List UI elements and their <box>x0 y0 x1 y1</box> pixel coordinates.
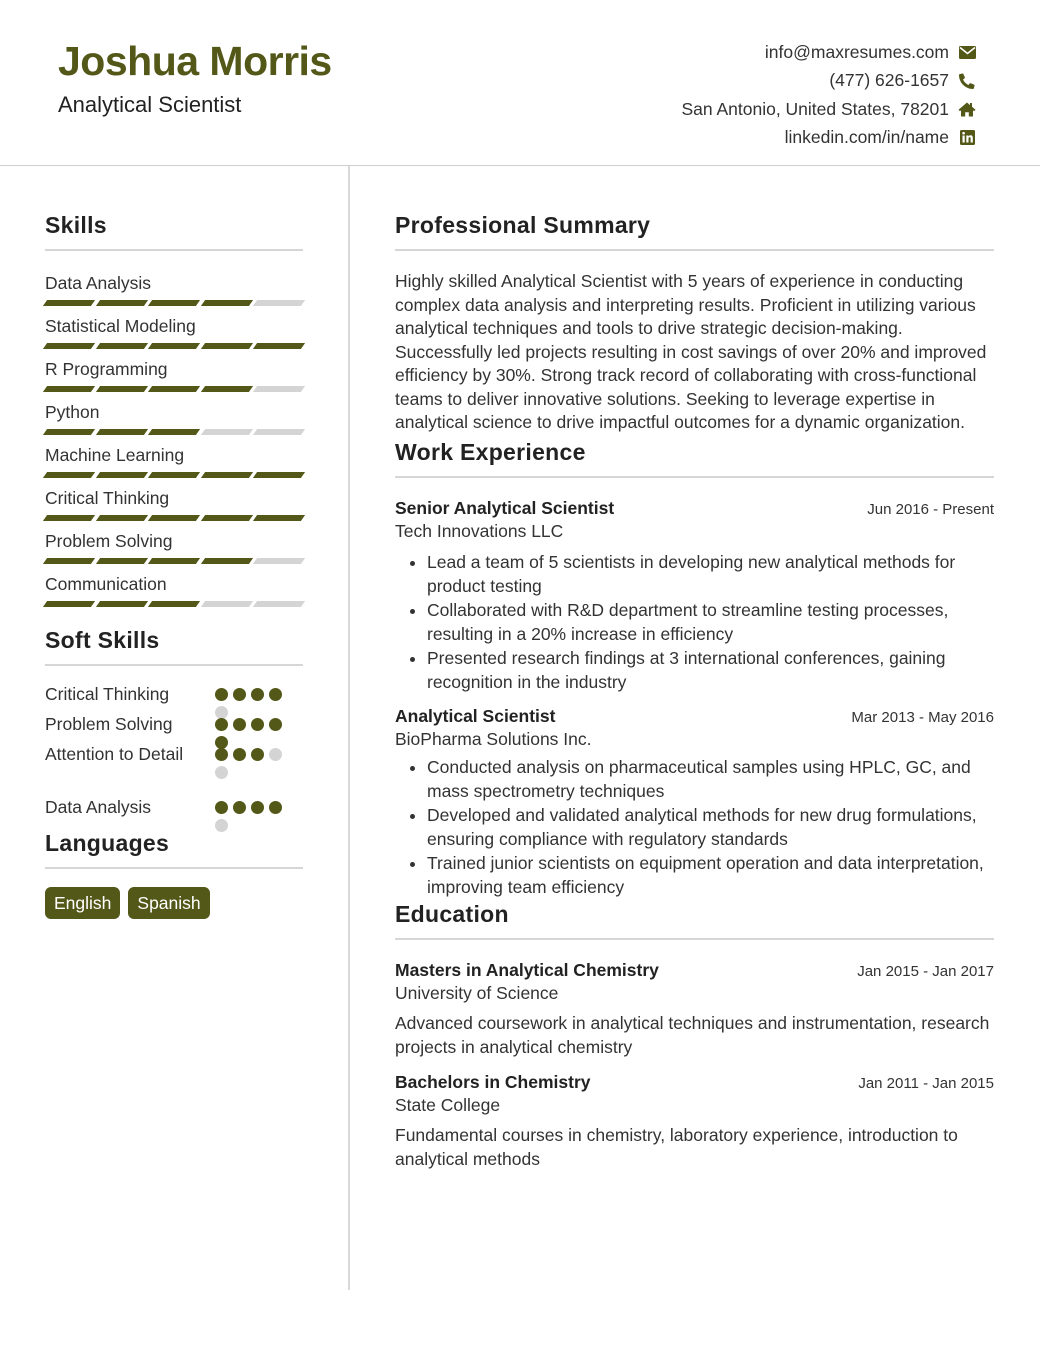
skill-level-segment <box>200 343 252 349</box>
skill-level-segment <box>200 300 252 306</box>
skill-level-segment <box>148 515 200 521</box>
rating-dot <box>269 718 282 731</box>
rating-dot <box>269 748 282 761</box>
skill-level-segment <box>43 601 95 607</box>
rating-dot <box>215 819 228 832</box>
skill-name: R Programming <box>45 359 168 379</box>
job-bullet: • Collaborated with R&D department to streamline testing processes, resulting in a 20% increase in efficiency <box>427 598 994 646</box>
skill-level-segment <box>43 300 95 306</box>
soft-skill-name: Data Analysis <box>45 797 152 817</box>
rating-dot <box>269 688 282 701</box>
skill-level-segment <box>43 343 95 349</box>
skill-name: Problem Solving <box>45 531 173 551</box>
contact-list <box>681 38 976 152</box>
skill-level-segment <box>95 386 147 392</box>
skill-level-segment <box>95 429 147 435</box>
skill-name: Data Analysis <box>45 273 152 293</box>
summary-heading: Professional Summary <box>395 212 651 238</box>
summary-text: Highly skilled Analytical Scientist with 5 years of experience in conducting complex data analysis and interpreting results. Proficient in utilizing various analytical techniques and tools to drive strategic decision-making. Successfully led projects resulting in cost savings of over 20% and improved efficiency by 30%. Strong track record of collaborating with cross-functional teams to deliver innovative solutions. Seeking to leverage expertise in analytical science to drive impactful outcomes for a dynamic organization. <box>395 271 987 432</box>
contact-linkedin[interactable] <box>681 124 976 153</box>
skill-level-segment <box>200 515 252 521</box>
skill-level-bar <box>45 343 303 349</box>
language-tag: English <box>45 887 120 919</box>
experience-section <box>395 439 994 899</box>
job-dates: Jun 2016 - Present <box>867 500 994 518</box>
education-entry <box>395 1072 994 1171</box>
skill-item <box>45 400 303 443</box>
skill-level-segment <box>200 558 252 564</box>
left-column <box>45 166 303 919</box>
job-company: Tech Innovations LLC <box>395 520 564 541</box>
languages-list <box>45 887 303 919</box>
education-heading: Education <box>395 900 509 927</box>
skills-rule <box>45 249 303 251</box>
education-section <box>395 901 994 1171</box>
contact-linkedin-text[interactable]: linkedin.com/in/name <box>784 127 949 148</box>
skill-level-bar <box>45 601 303 607</box>
skill-level-segment <box>253 558 305 564</box>
contact-email-text[interactable]: info@maxresumes.com <box>764 41 949 62</box>
languages-section <box>45 830 303 919</box>
job-bullets <box>395 550 994 694</box>
education-dates: Jan 2011 - Jan 2015 <box>858 1074 994 1092</box>
skill-level-segment <box>95 558 147 564</box>
job-title: Senior Analytical Scientist <box>395 497 615 518</box>
rating-dot <box>269 801 282 814</box>
skill-level-segment <box>253 601 305 607</box>
skill-level-segment <box>95 515 147 521</box>
rating-dot <box>233 688 246 701</box>
skill-item <box>45 271 303 314</box>
skill-level-segment <box>253 472 305 478</box>
degree-title: Masters in Analytical Chemistry <box>395 959 659 980</box>
job-bullet: • Presented research findings at 3 international conferences, gaining recognition in the industry <box>427 646 994 694</box>
skill-item <box>45 486 303 529</box>
linkedin-icon <box>958 129 976 147</box>
job-title: Analytical Scientist <box>395 705 556 726</box>
skill-level-segment <box>43 472 95 478</box>
rating-dot <box>251 748 264 761</box>
skill-item <box>45 443 303 486</box>
job-company: BioPharma Solutions Inc. <box>395 728 592 749</box>
phone-icon <box>958 72 976 90</box>
skill-level-segment <box>148 300 200 306</box>
experience-rule <box>395 476 994 478</box>
skills-list <box>45 271 303 615</box>
resume-header <box>0 0 1040 166</box>
skill-level-segment <box>200 386 252 392</box>
contact-address <box>681 95 976 124</box>
skill-level-bar <box>45 472 303 478</box>
rating-dot <box>233 801 246 814</box>
skill-level-segment <box>43 515 95 521</box>
soft-skill-name: Critical Thinking <box>45 684 170 704</box>
skill-level-segment <box>95 343 147 349</box>
school-name: University of Science <box>395 982 559 1003</box>
skill-level-segment <box>200 601 252 607</box>
column-divider <box>348 166 350 1290</box>
contact-phone[interactable] <box>681 67 976 96</box>
soft-skill-item <box>45 683 303 713</box>
soft-skill-rating <box>215 801 295 832</box>
rating-dot <box>215 688 228 701</box>
skill-level-bar <box>45 515 303 521</box>
skill-item <box>45 572 303 615</box>
rating-dot <box>215 766 228 779</box>
skill-level-segment <box>148 601 200 607</box>
skill-level-segment <box>43 558 95 564</box>
summary-rule <box>395 249 994 251</box>
skills-heading: Skills <box>45 212 107 238</box>
job-dates: Mar 2013 - May 2016 <box>851 708 994 726</box>
skill-item <box>45 357 303 400</box>
rating-dot <box>251 801 264 814</box>
rating-dot <box>215 801 228 814</box>
skill-level-segment <box>95 601 147 607</box>
rating-dot <box>251 718 264 731</box>
job-bullet: • Developed and validated analytical methods for new drug formulations, ensuring compliance with regulatory standards <box>427 803 994 851</box>
skill-level-segment <box>148 343 200 349</box>
soft-skill-name: Problem Solving <box>45 714 173 734</box>
skill-name: Python <box>45 402 100 422</box>
skill-level-segment <box>43 386 95 392</box>
rating-dot <box>251 688 264 701</box>
skill-level-segment <box>253 515 305 521</box>
languages-heading: Languages <box>45 830 170 856</box>
skill-level-segment <box>95 300 147 306</box>
education-rule <box>395 938 994 940</box>
skills-section <box>45 212 303 615</box>
skill-level-segment <box>148 558 200 564</box>
soft-skill-item <box>45 743 303 796</box>
skill-level-segment <box>148 429 200 435</box>
skill-level-segment <box>253 343 305 349</box>
rating-dot <box>233 718 246 731</box>
skill-level-segment <box>95 472 147 478</box>
skill-item <box>45 314 303 357</box>
home-icon <box>958 100 976 118</box>
candidate-title: Analytical Scientist <box>58 92 242 117</box>
job-bullet: • Lead a team of 5 scientists in developing new analytical methods for product testing <box>427 550 994 598</box>
school-name: State College <box>395 1094 501 1115</box>
contact-email[interactable] <box>681 38 976 67</box>
experience-heading: Work Experience <box>395 438 586 465</box>
soft-skill-item <box>45 796 303 826</box>
soft-skills-section <box>45 627 303 826</box>
skill-level-bar <box>45 386 303 392</box>
skill-name: Critical Thinking <box>45 488 170 508</box>
soft-skill-item <box>45 713 303 743</box>
soft-skill-name: Attention to Detail <box>45 744 184 764</box>
skill-name: Communication <box>45 574 167 594</box>
soft-skills-list <box>45 683 303 826</box>
job-bullet: • Conducted analysis on pharmaceutical samples using HPLC, GC, and mass spectrometry techniques <box>427 755 994 803</box>
education-description: Fundamental courses in chemistry, laboratory experience, introduction to analytical methods <box>395 1124 958 1169</box>
rating-dot <box>215 718 228 731</box>
soft-skills-rule <box>45 664 303 666</box>
job-entry <box>395 498 994 694</box>
education-dates: Jan 2015 - Jan 2017 <box>857 962 994 980</box>
skill-item <box>45 529 303 572</box>
soft-skill-rating <box>215 748 295 779</box>
skill-name: Machine Learning <box>45 445 185 465</box>
skill-level-segment <box>200 429 252 435</box>
job-bullets <box>395 755 994 899</box>
skill-level-bar <box>45 300 303 306</box>
skill-level-bar <box>45 558 303 564</box>
job-entry <box>395 706 994 899</box>
skill-level-segment <box>148 472 200 478</box>
skill-level-bar <box>45 429 303 435</box>
rating-dot <box>215 748 228 761</box>
candidate-name: Joshua Morris <box>58 38 332 84</box>
contact-phone-text[interactable]: (477) 626-1657 <box>829 70 949 91</box>
skill-level-segment <box>148 386 200 392</box>
skill-level-segment <box>253 429 305 435</box>
education-description: Advanced coursework in analytical techniques and instrumentation, research projects in analytical chemistry <box>395 1012 990 1057</box>
skill-name: Statistical Modeling <box>45 316 196 336</box>
right-column <box>395 166 994 1171</box>
degree-title: Bachelors in Chemistry <box>395 1071 591 1092</box>
skill-level-segment <box>43 429 95 435</box>
languages-rule <box>45 867 303 869</box>
rating-dot <box>233 748 246 761</box>
skill-level-segment <box>253 386 305 392</box>
education-entry <box>395 960 994 1059</box>
summary-section <box>395 212 994 435</box>
envelope-icon <box>958 43 976 61</box>
contact-address-text: San Antonio, United States, 78201 <box>681 98 949 119</box>
skill-level-segment <box>253 300 305 306</box>
language-tag: Spanish <box>128 887 209 919</box>
skill-level-segment <box>200 472 252 478</box>
soft-skills-heading: Soft Skills <box>45 627 160 653</box>
job-bullet: • Trained junior scientists on equipment operation and data interpretation, improving team efficiency <box>427 851 994 899</box>
